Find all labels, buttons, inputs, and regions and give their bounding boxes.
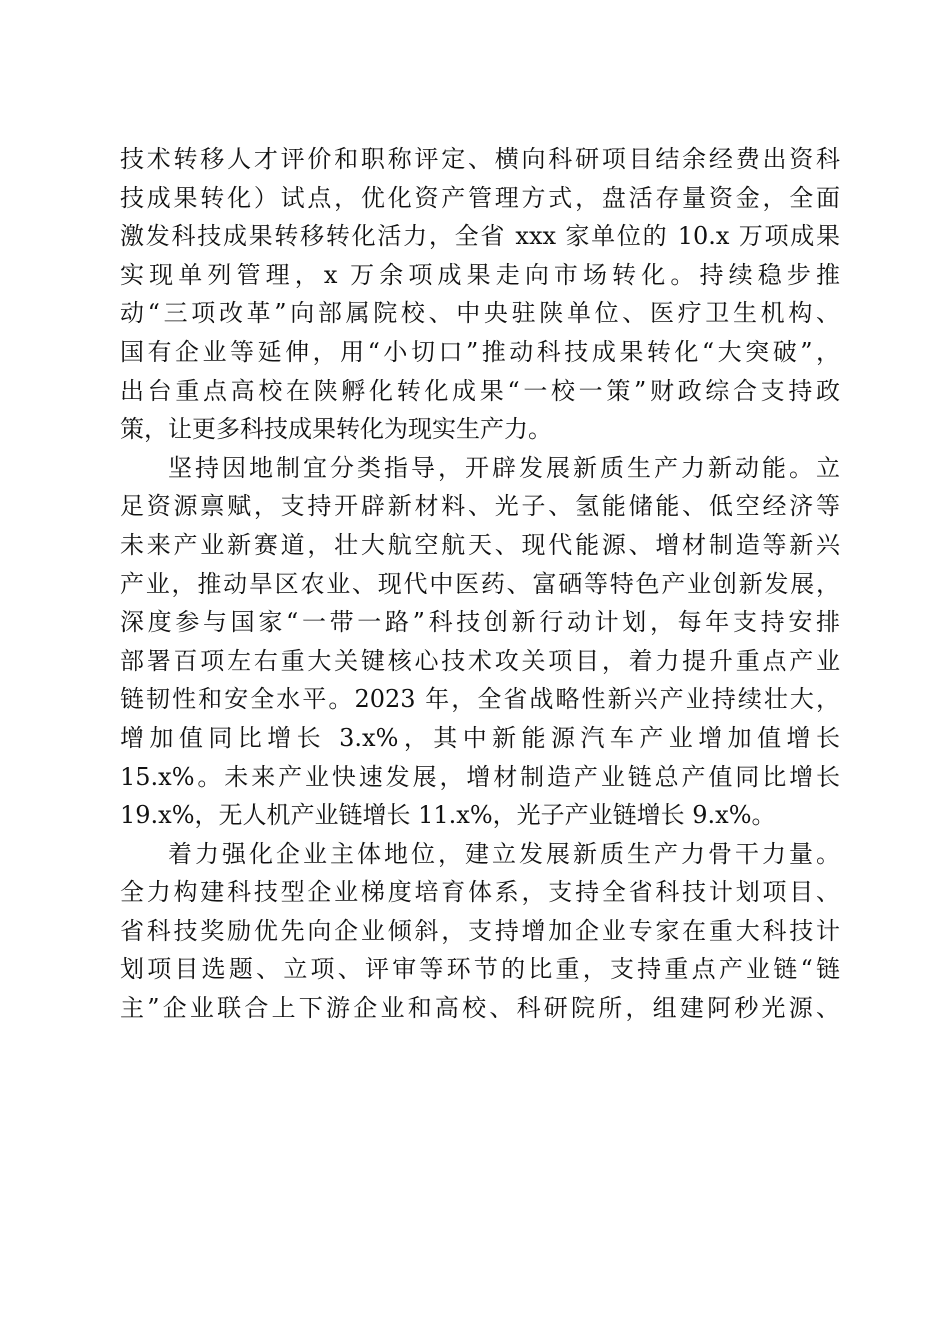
paragraph-2-line-8: 增加值同比增长 3.x%，其中新能源汽车产业增加值增长 xyxy=(120,723,840,752)
paragraph-1-line-5: 动“三项改革”向部属院校、中央驻陕单位、医疗卫生机构、 xyxy=(120,299,840,328)
paragraph-3-line-4: 划项目选题、立项、评审等环节的比重，支持重点产业链“链 xyxy=(120,955,840,984)
paragraph-1-line-8: 策，让更多科技成果转化为现实生产力。 xyxy=(120,415,552,444)
paragraph-1-line-4: 实现单列管理，x 万余项成果走向市场转化。持续稳步推 xyxy=(120,260,840,289)
paragraph-2-line-9: 15.x%。未来产业快速发展，增材制造产业链总产值同比增长 xyxy=(120,762,840,791)
paragraph-2-line-3: 未来产业新赛道，壮大航空航天、现代能源、增材制造等新兴 xyxy=(120,530,840,559)
paragraph-3-line-1: 着力强化企业主体地位，建立发展新质生产力骨干力量。 xyxy=(168,839,840,868)
paragraph-2-line-5: 深度参与国家“一带一路”科技创新行动计划，每年支持安排 xyxy=(120,608,840,637)
paragraph-3-line-2: 全力构建科技型企业梯度培育体系，支持全省科技计划项目、 xyxy=(120,878,840,907)
paragraph-1-line-2: 技成果转化）试点，优化资产管理方式，盘活存量资金，全面 xyxy=(120,183,840,212)
paragraph-2-line-10: 19.x%，无人机产业链增长 11.x%，光子产业链增长 9.x%。 xyxy=(120,801,776,830)
paragraph-2-line-7: 链韧性和安全水平。2023 年，全省战略性新兴产业持续壮大， xyxy=(120,685,840,714)
paragraph-1-line-1: 技术转移人才评价和职称评定、横向科研项目结余经费出资科 xyxy=(120,145,840,173)
paragraph-1-line-3: 激发科技成果转移转化活力，全省 xxx 家单位的 10.x 万项成果 xyxy=(120,222,840,251)
paragraph-2-line-2: 足资源禀赋，支持开辟新材料、光子、氢能储能、低空经济等 xyxy=(120,492,840,521)
paragraph-2-line-6: 部署百项左右重大关键核心技术攻关项目，着力提升重点产业 xyxy=(120,646,840,675)
paragraph-2-line-4: 产业，推动旱区农业、现代中医药、富硒等特色产业创新发展， xyxy=(120,569,840,598)
paragraph-1-line-7: 出台重点高校在陕孵化转化成果“一校一策”财政综合支持政 xyxy=(120,376,840,405)
paragraph-3-line-3: 省科技奖励优先向企业倾斜，支持增加企业专家在重大科技计 xyxy=(120,916,840,945)
paragraph-3-line-5: 主”企业联合上下游企业和高校、科研院所，组建阿秒光源、 xyxy=(120,994,840,1023)
document-body xyxy=(120,140,840,1028)
paragraph-2-line-1: 坚持因地制宜分类指导，开辟发展新质生产力新动能。立 xyxy=(168,453,840,482)
paragraph-1-line-6: 国有企业等延伸，用“小切口”推动科技成果转化“大突破”， xyxy=(120,337,840,366)
